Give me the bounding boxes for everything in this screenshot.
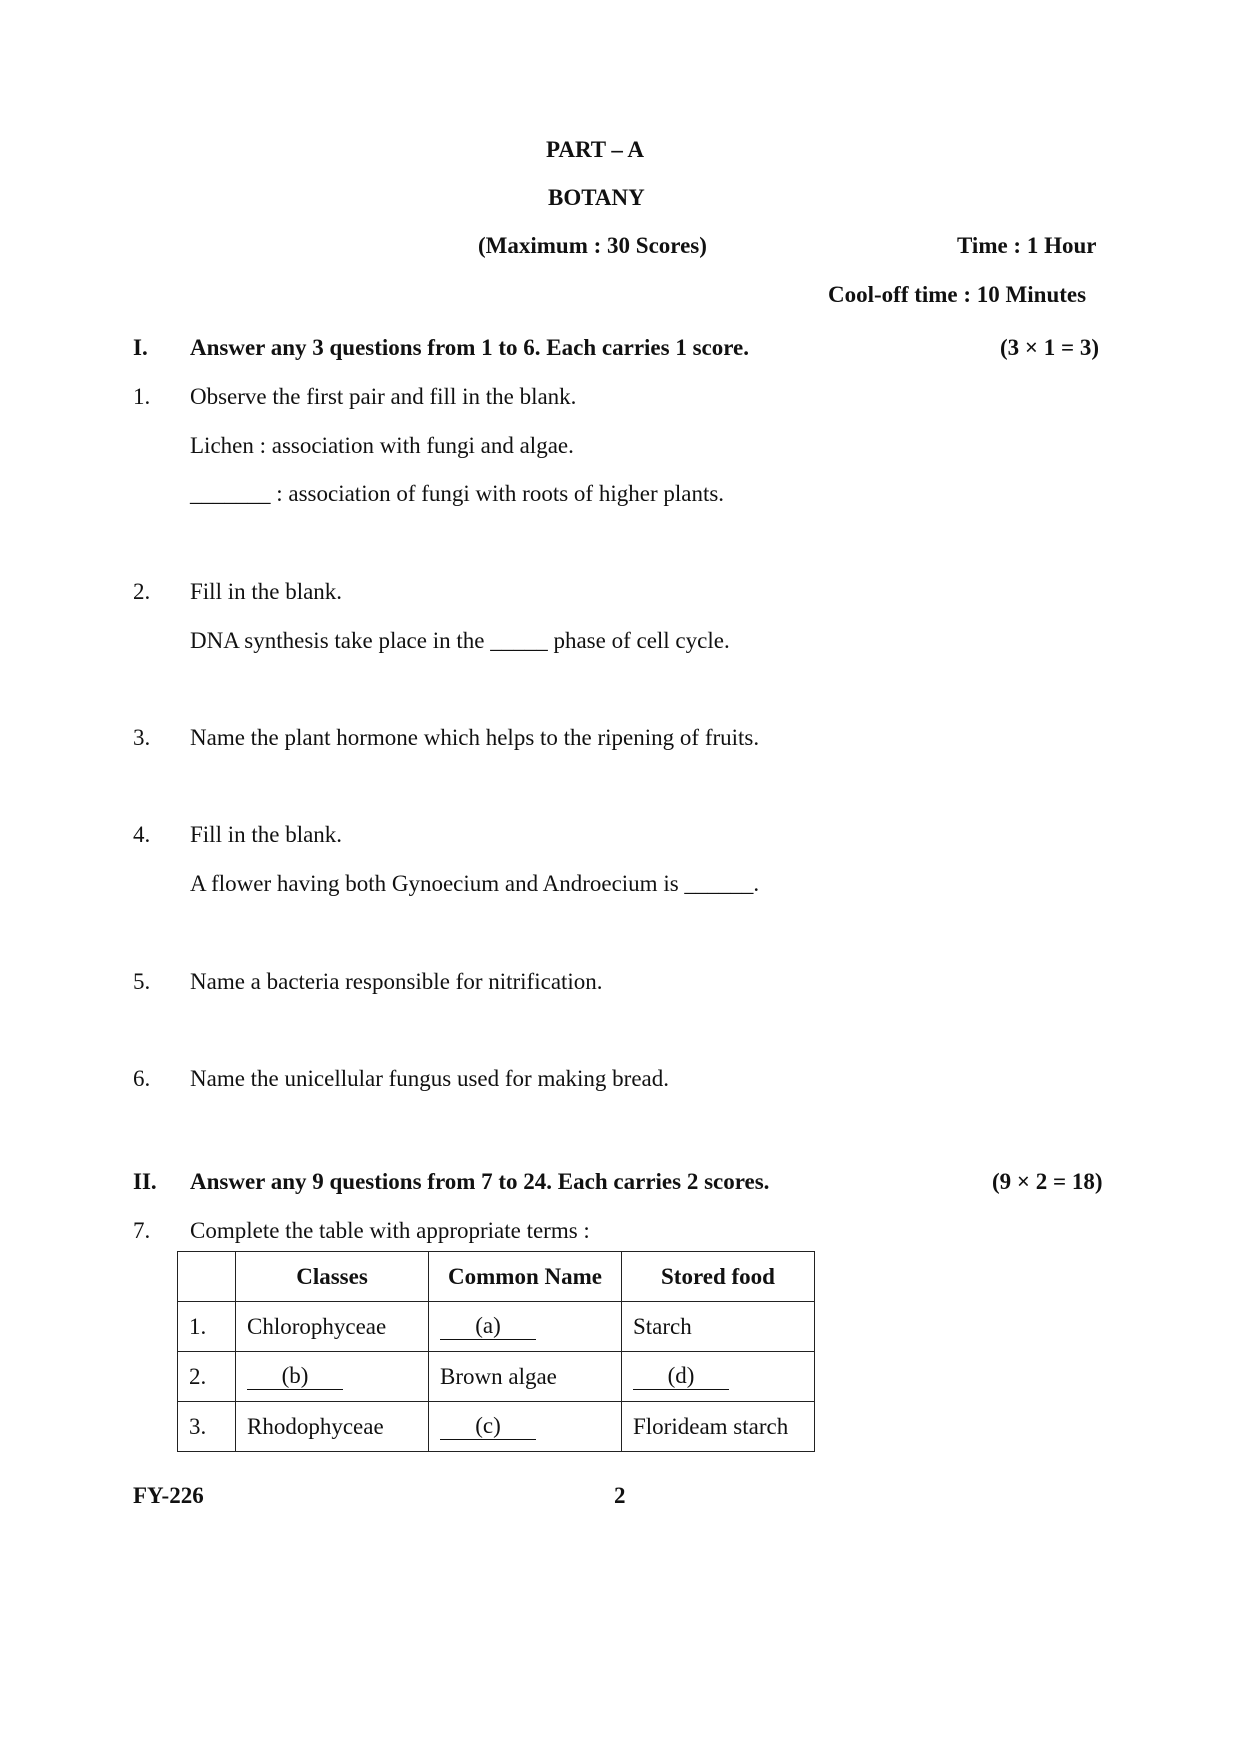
table-cell: Starch	[622, 1302, 815, 1352]
time-allowed: Time : 1 Hour	[957, 233, 1097, 258]
question-text: Name the unicellular fungus used for making bread.	[190, 1066, 670, 1091]
section-1-numeral: I.	[133, 335, 148, 360]
answer-blank: (c)	[440, 1413, 536, 1439]
question-text: Observe the first pair and fill in the blank.	[190, 384, 577, 409]
question-number: 1.	[133, 384, 151, 409]
table-row	[178, 1302, 815, 1352]
question-text: Name a bacteria responsible for nitrification.	[190, 969, 603, 994]
max-scores: (Maximum : 30 Scores)	[478, 233, 707, 258]
table-cell: Chlorophyceae	[236, 1302, 429, 1352]
question-text: Fill in the blank.	[190, 579, 343, 604]
question-number: 4.	[133, 822, 151, 847]
table-header-cell: Common Name	[429, 1252, 622, 1302]
table-cell: Florideam starch	[622, 1402, 815, 1452]
table-cell	[236, 1352, 429, 1402]
table-cell: Rhodophyceae	[236, 1402, 429, 1452]
question-text: Complete the table with appropriate terms :	[190, 1218, 590, 1243]
answer-blank: (b)	[247, 1363, 343, 1389]
question-number: 6.	[133, 1066, 151, 1091]
table-cell: 3.	[178, 1402, 236, 1452]
question-text: Fill in the blank.	[190, 822, 343, 847]
question-text: DNA synthesis take place in the _____ phase of cell cycle.	[190, 628, 730, 653]
question-text: _______ : association of fungi with roots of higher plants.	[190, 481, 725, 506]
section-2-numeral: II.	[133, 1169, 157, 1194]
table-cell: 1.	[178, 1302, 236, 1352]
question-text: Name the plant hormone which helps to the ripening of fruits.	[190, 725, 760, 750]
question-number: 3.	[133, 725, 151, 750]
question-number: 7.	[133, 1218, 151, 1243]
part-heading: PART – A	[546, 137, 645, 162]
section-2-instruction: Answer any 9 questions from 7 to 24. Each carries 2 scores.	[190, 1169, 770, 1194]
table-cell: 2.	[178, 1352, 236, 1402]
subject-heading: BOTANY	[548, 185, 645, 210]
table-row	[178, 1352, 815, 1402]
table-cell	[429, 1302, 622, 1352]
table-cell	[622, 1352, 815, 1402]
question-text: A flower having both Gynoecium and Androecium is ______.	[190, 871, 760, 896]
question-number: 5.	[133, 969, 151, 994]
page-number: 2	[614, 1483, 626, 1508]
table-header-cell: Classes	[236, 1252, 429, 1302]
algae-classes-table	[177, 1251, 815, 1452]
table-cell	[429, 1402, 622, 1452]
section-1-marks: (3 × 1 = 3)	[1000, 335, 1100, 360]
table-header-cell	[178, 1252, 236, 1302]
cool-off-time: Cool-off time : 10 Minutes	[828, 282, 1087, 307]
answer-blank: (a)	[440, 1313, 536, 1339]
section-2-marks: (9 × 2 = 18)	[992, 1169, 1103, 1194]
table-header-cell: Stored food	[622, 1252, 815, 1302]
table-header-row	[178, 1252, 815, 1302]
question-text: Lichen : association with fungi and algae.	[190, 433, 574, 458]
table-row	[178, 1402, 815, 1452]
table-cell: Brown algae	[429, 1352, 622, 1402]
question-number: 2.	[133, 579, 151, 604]
paper-code: FY-226	[133, 1483, 204, 1508]
answer-blank: (d)	[633, 1363, 729, 1389]
section-1-instruction: Answer any 3 questions from 1 to 6. Each carries 1 score.	[190, 335, 749, 360]
